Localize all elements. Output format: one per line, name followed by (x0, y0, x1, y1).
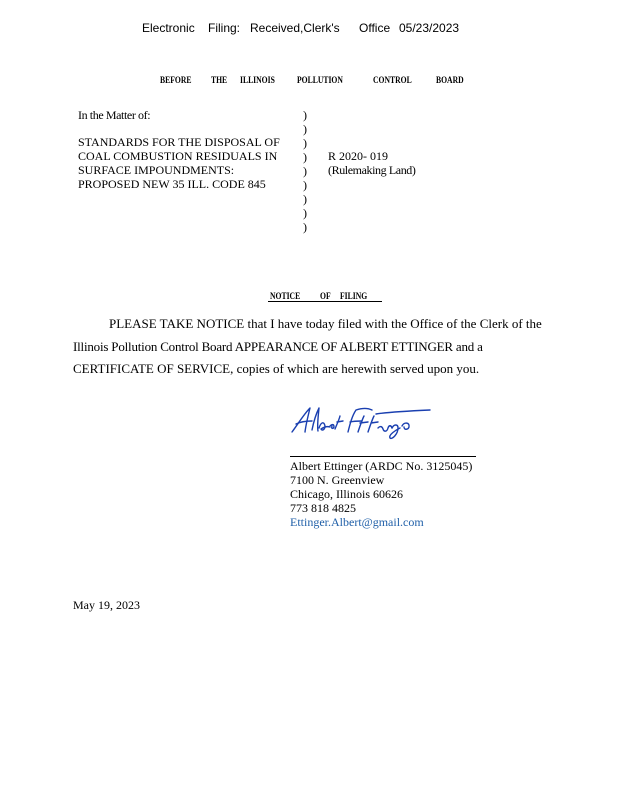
caption-matter: In the Matter of: (78, 108, 151, 122)
signer-name: Albert Ettinger (ARDC No. 3125045) (290, 459, 473, 473)
caption-line: SURFACE IMPOUNDMENTS: (78, 163, 235, 177)
document-date: May 19, 2023 (73, 598, 140, 612)
body-line-3: CERTIFICATE OF SERVICE, copies of which are herewith served upon you. (73, 361, 480, 376)
notice-title-underline (268, 301, 382, 302)
board-title-word: ILLINOIS (240, 75, 275, 85)
notice-title-word: FILING (340, 291, 368, 301)
header-received: Received,Clerk's (250, 21, 340, 35)
signer-email-link[interactable]: Ettinger.Albert@gmail.com (290, 515, 424, 529)
rulemaking-type: (Rulemaking Land) (328, 163, 416, 177)
signer-address-1: 7100 N. Greenview (290, 473, 385, 487)
notice-title-word: NOTICE (270, 291, 301, 301)
handwritten-signature (288, 402, 438, 444)
header-electronic: Electronic (142, 21, 195, 35)
paren: ) (303, 122, 307, 136)
paren: ) (303, 192, 307, 206)
caption-title (78, 135, 300, 191)
body-line-2: Illinois Pollution Control Board APPEARANCE OF ALBERT ETTINGER and a (73, 339, 483, 354)
docket-number: R 2020- 019 (328, 149, 388, 163)
board-title-word: BEFORE (160, 75, 192, 85)
signer-phone: 773 818 4825 (290, 501, 356, 515)
board-title-word: BOARD (436, 75, 464, 85)
board-title-word: CONTROL (373, 75, 412, 85)
signer-address-2: Chicago, Illinois 60626 (290, 487, 403, 501)
paren: ) (303, 108, 307, 122)
header-filing: Filing: (208, 21, 241, 35)
caption-line: STANDARDS FOR THE DISPOSAL OF (78, 135, 280, 149)
notice-title-word: OF (320, 291, 331, 301)
paren: ) (303, 164, 307, 178)
paren: ) (303, 206, 307, 220)
paren: ) (303, 220, 307, 234)
caption-parens (303, 108, 307, 234)
caption-line: COAL COMBUSTION RESIDUALS IN (78, 149, 278, 163)
board-title-word: POLLUTION (297, 75, 343, 85)
paren: ) (303, 178, 307, 192)
header-date: 05/23/2023 (399, 21, 460, 35)
body-line-1: PLEASE TAKE NOTICE that I have today filed with the Office of the Clerk of the (109, 316, 542, 331)
board-title-word: THE (211, 75, 228, 85)
signature-line (290, 456, 476, 457)
paren: ) (303, 150, 307, 164)
caption-line: PROPOSED NEW 35 ILL. CODE 845 (78, 177, 266, 191)
paren: ) (303, 136, 307, 150)
header-office: Office (359, 21, 391, 35)
